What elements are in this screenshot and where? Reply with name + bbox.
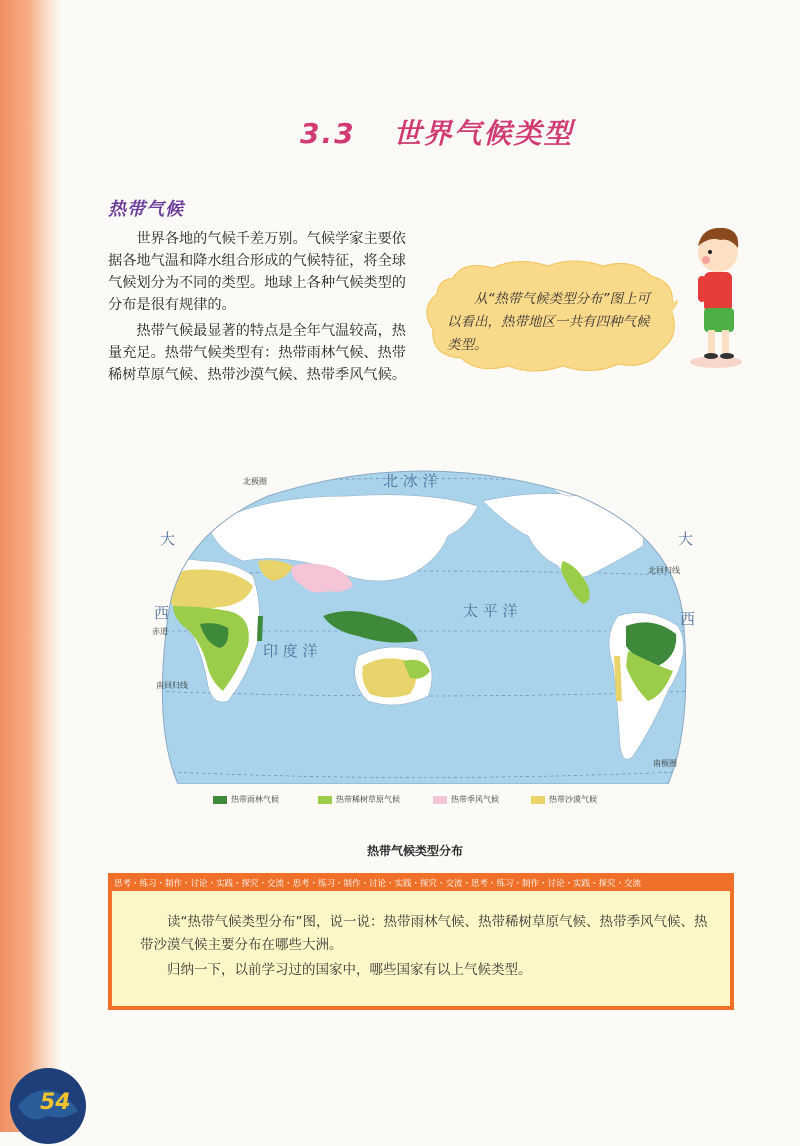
legend-label-savanna: 热带稀树草原气候 bbox=[336, 795, 400, 804]
legend-monsoon bbox=[433, 794, 499, 805]
legend-desert bbox=[531, 794, 597, 805]
label-pacific-ocean: 太 平 洋 bbox=[463, 602, 518, 620]
page-spine-margin bbox=[0, 0, 62, 1132]
legend-savanna bbox=[318, 794, 400, 805]
rainforest-region-madagascar bbox=[257, 616, 263, 641]
legend-swatch-savanna bbox=[318, 796, 332, 804]
activity-band: 思考・练习・制作・讨论・实践・探究・交流・思考・练习・制作・讨论・实践・探究・交流・思考・练习・制作・讨论・实践・探究・交流 bbox=[112, 877, 732, 891]
label-antarctic-circle: 南极圈 bbox=[653, 759, 677, 768]
label-equator: 赤道 bbox=[152, 627, 168, 636]
label-tropic-capricorn: 南回归线 bbox=[156, 681, 188, 690]
label-tropic-cancer: 北回归线 bbox=[648, 566, 680, 575]
page-number: 54 bbox=[40, 1090, 71, 1115]
lesson-title-text: 世界气候类型 bbox=[393, 117, 574, 150]
label-arctic-circle: 北极圈 bbox=[243, 477, 267, 486]
label-atlantic-west-1: 大 bbox=[160, 530, 176, 548]
map-legend bbox=[213, 794, 633, 808]
speech-bubble-text: 从“热带气候类型分布”图上可以看出，热带地区一共有四种气候类型。 bbox=[447, 291, 650, 353]
activity-question-1: 读“热带气候类型分布”图，说一说：热带雨林气候、热带稀树草原气候、热带季风气候、热带沙漠气候主要分布在哪些大洲。 bbox=[140, 914, 708, 953]
label-arctic-ocean: 北 冰 洋 bbox=[383, 472, 438, 490]
activity-question-2: 归纳一下，以前学习过的国家中，哪些国家有以上气候类型。 bbox=[167, 962, 532, 978]
label-atlantic-west-2: 西 bbox=[154, 604, 170, 622]
tropical-climate-map bbox=[148, 466, 698, 784]
cartoon-boy-illustration bbox=[680, 224, 750, 374]
activity-box bbox=[108, 873, 734, 1010]
lesson-title bbox=[300, 112, 573, 152]
legend-rainforest bbox=[213, 794, 279, 805]
label-indian-ocean: 印 度 洋 bbox=[263, 642, 318, 660]
lesson-number: 3.3 bbox=[300, 117, 356, 150]
label-atlantic-east-1: 大 bbox=[678, 530, 694, 548]
legend-label-desert: 热带沙漠气候 bbox=[549, 795, 597, 804]
legend-label-rainforest: 热带雨林气候 bbox=[231, 795, 279, 804]
map-caption: 热带气候类型分布 bbox=[367, 844, 464, 858]
label-atlantic-east-2: 西 bbox=[680, 610, 696, 628]
legend-swatch-monsoon bbox=[433, 796, 447, 804]
legend-swatch-rainforest bbox=[213, 796, 227, 804]
paragraph-2: 热带气候最显著的特点是全年气温较高，热量充足。热带气候类型有：热带雨林气候、热带稀树草原气候、热带沙漠气候、热带季风气候。 bbox=[108, 323, 406, 383]
legend-swatch-desert bbox=[531, 796, 545, 804]
legend-label-monsoon: 热带季风气候 bbox=[451, 795, 499, 804]
section-title: 热带气候 bbox=[108, 199, 184, 220]
paragraph-1: 世界各地的气候千差万别。气候学家主要依据各地气温和降水组合形成的气候特征，将全球气候划分为不同的类型。地球上各种气候类型的分布是很有规律的。 bbox=[108, 231, 406, 313]
